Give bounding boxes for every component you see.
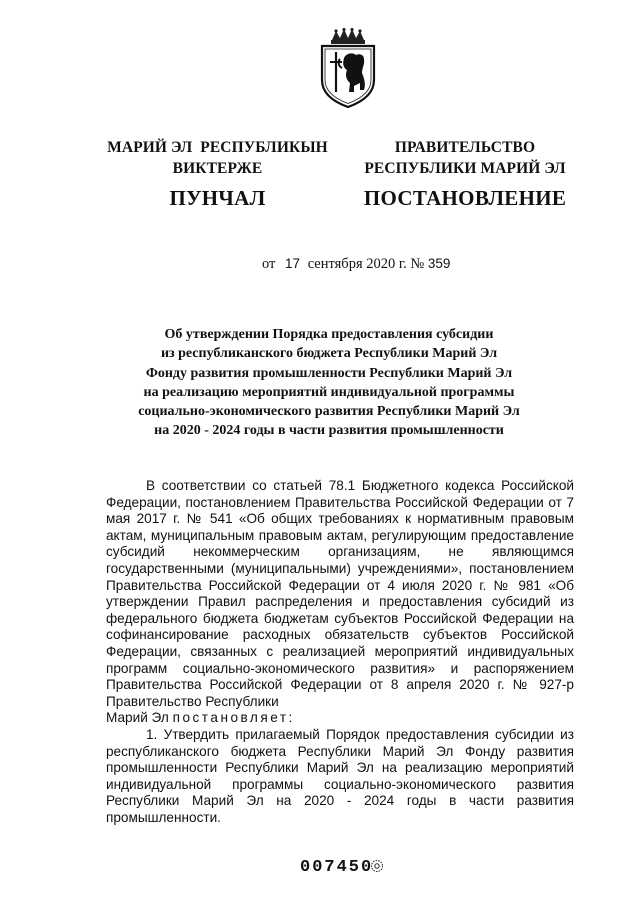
header-left-line2: ВИКТЕРЖЕ (172, 160, 263, 177)
footer-serial-number: 007450 (300, 858, 374, 877)
title-line: на 2020 - 2024 годы в части развития промышленности (154, 423, 504, 439)
header-mari-language (100, 137, 335, 211)
title-line: на реализацию мероприятий индивидуальной программы (143, 384, 515, 400)
title-line: из республиканского бюджета Республики Марий Эл (160, 346, 498, 362)
document-title (120, 325, 538, 441)
header-russian-language (350, 137, 580, 211)
header-right-doc-type: ПОСТАНОВЛЕНИЕ (363, 186, 567, 210)
header-left-line1: МАРИЙ ЭЛ РЕСПУБЛИКЫН (107, 139, 328, 156)
body-paragraph-1-tail (106, 710, 574, 727)
document-date-line (262, 256, 450, 273)
document-number: 359 (427, 256, 451, 271)
body-paragraph-1: В соответствии со статьей 78.1 Бюджетного кодекса Российской Федерации, постановлением Правительства Российской Федерации от 7 мая 2017 г. № 541 «Об общих требованиях к нормативным правовым актам, муниципальным правовым актам, регулирующим предоставление субсидий некоммерческим организациям, не являющимся государственными (муниципальными) учреждениями», постановлением Правительства Российской Федерации от 4 июля 2020 г. № 981 «Об утверждении Правил распределения и предоставления субсидий из федерального бюджета бюджетам субъектов Российской Федерации на софинансирование расходных обязательств субъектов Российской Федерации, связанных с реализацией мероприятий индивидуальных программ социально-экономического развития» и распоряжением Правительства Российской Федерации от 8 апреля 2020 г. № 927-р Правительство Республики (106, 478, 574, 709)
registration-star-icon (370, 859, 384, 873)
tail-decree-word: постановляет: (172, 710, 295, 726)
header-left-doc-type: ПУНЧАЛ (169, 186, 266, 210)
header-right-line2: РЕСПУБЛИКИ МАРИЙ ЭЛ (364, 160, 566, 177)
date-prefix: от (262, 256, 276, 272)
tail-plain: Марий Эл (106, 710, 173, 726)
title-line: Об утверждении Порядка предоставления субсидии (164, 327, 494, 342)
title-line: Фонду развития промышленности Республики Марий Эл (145, 365, 513, 381)
header-right-line1: ПРАВИТЕЛЬСТВО (394, 139, 536, 156)
date-day: 17 (285, 256, 301, 271)
document-body (106, 478, 574, 826)
title-line: социально-экономического развития Республики Марий Эл (138, 404, 520, 420)
body-paragraph-2: 1. Утвердить прилагаемый Порядок предоставления субсидии из республиканского бюджета Республики Марий Эл Фонду развития промышленности Республики Марий Эл на реализацию мероприятий индивидуальной программы социально-экономического развития Республики Марий Эл на 2020 - 2024 годы в части развития промышленности. (106, 726, 574, 825)
date-month-year: сентября 2020 г. № (307, 256, 425, 272)
coat-of-arms-icon (318, 28, 378, 108)
